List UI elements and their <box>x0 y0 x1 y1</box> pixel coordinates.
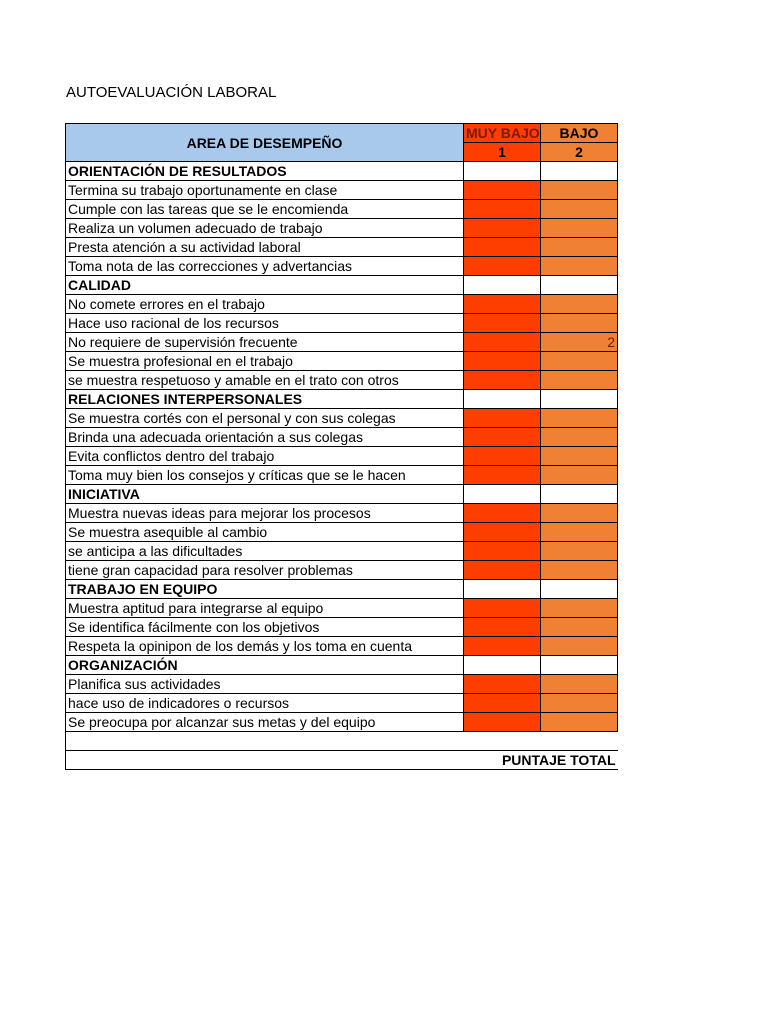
evaluation-table <box>65 123 618 770</box>
criterion-row <box>66 675 618 694</box>
bajo-cell[interactable] <box>541 352 618 371</box>
bajo-cell[interactable] <box>541 276 618 295</box>
muy-bajo-header-cell[interactable]: MUY BAJO <box>464 124 541 143</box>
criterion-row <box>66 618 618 637</box>
section-row <box>66 656 618 675</box>
section-row <box>66 580 618 599</box>
section-title-cell[interactable]: ORGANIZACIÓN <box>66 656 464 675</box>
muy-bajo-cell[interactable] <box>464 276 541 295</box>
criterion-row <box>66 542 618 561</box>
criterion-row <box>66 504 618 523</box>
total-label-cell[interactable]: PUNTAJE TOTAL <box>66 751 618 770</box>
bajo-cell[interactable] <box>541 561 618 580</box>
bajo-cell[interactable] <box>541 409 618 428</box>
criterion-row <box>66 428 618 447</box>
muy-bajo-cell[interactable] <box>464 542 541 561</box>
bajo-header-cell[interactable]: BAJO <box>541 124 618 143</box>
bajo-cell[interactable] <box>541 219 618 238</box>
muy-bajo-cell[interactable] <box>464 390 541 409</box>
criterion-cell[interactable]: Brinda una adecuada orientación a sus colegas <box>66 428 464 447</box>
bajo-cell[interactable] <box>541 200 618 219</box>
bajo-cell[interactable] <box>541 580 618 599</box>
muy-bajo-cell[interactable] <box>464 238 541 257</box>
criterion-row <box>66 219 618 238</box>
muy-bajo-cell[interactable] <box>464 580 541 599</box>
bajo-cell[interactable] <box>541 447 618 466</box>
bajo-cell[interactable] <box>541 181 618 200</box>
muy-bajo-cell[interactable] <box>464 561 541 580</box>
criterion-row <box>66 447 618 466</box>
criterion-row <box>66 561 618 580</box>
criterion-cell[interactable]: Se preocupa por alcanzar sus metas y del equipo <box>66 713 464 732</box>
section-title-cell[interactable]: ORIENTACIÓN DE RESULTADOS <box>66 162 464 181</box>
bajo-cell[interactable] <box>541 656 618 675</box>
section-row <box>66 162 618 181</box>
muy-bajo-cell[interactable] <box>464 371 541 390</box>
bajo-cell[interactable] <box>541 542 618 561</box>
muy-bajo-cell[interactable] <box>464 333 541 352</box>
bajo-cell[interactable] <box>541 466 618 485</box>
criterion-row <box>66 295 618 314</box>
muy-bajo-cell[interactable] <box>464 599 541 618</box>
criterion-row <box>66 238 618 257</box>
muy-bajo-cell[interactable] <box>464 257 541 276</box>
bajo-cell[interactable] <box>541 675 618 694</box>
criterion-cell[interactable]: hace uso de indicadores o recursos <box>66 694 464 713</box>
criterion-cell[interactable]: Muestra nuevas ideas para mejorar los procesos <box>66 504 464 523</box>
criterion-row <box>66 466 618 485</box>
bajo-cell[interactable] <box>541 637 618 656</box>
section-row <box>66 485 618 504</box>
muy-bajo-cell[interactable] <box>464 295 541 314</box>
header-row <box>66 124 618 143</box>
muy-bajo-cell[interactable] <box>464 314 541 333</box>
bajo-score-cell[interactable]: 2 <box>541 143 618 162</box>
criterion-cell[interactable]: Termina su trabajo oportunamente en clase <box>66 181 464 200</box>
total-row <box>66 751 618 770</box>
criterion-cell[interactable]: No comete errores en el trabajo <box>66 295 464 314</box>
bajo-cell[interactable] <box>541 238 618 257</box>
bajo-cell[interactable] <box>541 694 618 713</box>
muy-bajo-cell[interactable] <box>464 447 541 466</box>
criterion-cell[interactable]: Hace uso racional de los recursos <box>66 314 464 333</box>
bajo-cell[interactable] <box>541 599 618 618</box>
criterion-row <box>66 637 618 656</box>
muy-bajo-score-cell[interactable]: 1 <box>464 143 541 162</box>
muy-bajo-cell[interactable] <box>464 504 541 523</box>
muy-bajo-cell[interactable] <box>464 675 541 694</box>
criterion-row <box>66 694 618 713</box>
muy-bajo-cell[interactable] <box>464 409 541 428</box>
spacer-cell <box>66 732 618 751</box>
criterion-cell[interactable]: Respeta la opinipon de los demás y los toma en cuenta <box>66 637 464 656</box>
criterion-row <box>66 409 618 428</box>
bajo-cell[interactable] <box>541 257 618 276</box>
criterion-cell[interactable]: se anticipa a las dificultades <box>66 542 464 561</box>
criterion-row <box>66 333 618 352</box>
bajo-cell[interactable] <box>541 162 618 181</box>
bajo-cell[interactable] <box>541 390 618 409</box>
section-row <box>66 276 618 295</box>
criterion-row <box>66 523 618 542</box>
bajo-cell[interactable] <box>541 523 618 542</box>
muy-bajo-cell[interactable] <box>464 200 541 219</box>
muy-bajo-cell[interactable] <box>464 637 541 656</box>
criterion-cell[interactable]: Se muestra cortés con el personal y con sus colegas <box>66 409 464 428</box>
bajo-cell[interactable] <box>541 713 618 732</box>
criterion-cell[interactable]: Toma nota de las correcciones y advertancias <box>66 257 464 276</box>
muy-bajo-cell[interactable] <box>464 162 541 181</box>
muy-bajo-cell[interactable] <box>464 656 541 675</box>
muy-bajo-cell[interactable] <box>464 219 541 238</box>
criterion-cell[interactable]: Cumple con las tareas que se le encomienda <box>66 200 464 219</box>
muy-bajo-cell[interactable] <box>464 485 541 504</box>
muy-bajo-cell[interactable] <box>464 523 541 542</box>
section-row <box>66 390 618 409</box>
evaluation-table-body <box>66 124 618 770</box>
criterion-row <box>66 200 618 219</box>
muy-bajo-cell[interactable] <box>464 181 541 200</box>
muy-bajo-cell[interactable] <box>464 428 541 447</box>
criterion-cell[interactable]: Toma muy bien los consejos y críticas que se le hacen <box>66 466 464 485</box>
bajo-cell[interactable] <box>541 618 618 637</box>
criterion-row <box>66 352 618 371</box>
criterion-cell[interactable]: Se identifica fácilmente con los objetivos <box>66 618 464 637</box>
muy-bajo-cell[interactable] <box>464 618 541 637</box>
muy-bajo-cell[interactable] <box>464 352 541 371</box>
bajo-cell[interactable]: 2 <box>541 333 618 352</box>
criterion-cell[interactable]: Se muestra profesional en el trabajo <box>66 352 464 371</box>
section-title-cell[interactable]: RELACIONES INTERPERSONALES <box>66 390 464 409</box>
muy-bajo-cell[interactable] <box>464 694 541 713</box>
criterion-cell[interactable]: se muestra respetuoso y amable en el trato con otros <box>66 371 464 390</box>
criterion-cell[interactable]: Presta atención a su actividad laboral <box>66 238 464 257</box>
bajo-cell[interactable] <box>541 485 618 504</box>
criterion-row <box>66 371 618 390</box>
area-header-cell[interactable]: AREA DE DESEMPEÑO <box>66 124 464 162</box>
bajo-cell[interactable] <box>541 314 618 333</box>
criterion-cell[interactable]: Realiza un volumen adecuado de trabajo <box>66 219 464 238</box>
criterion-cell[interactable]: Muestra aptitud para integrarse al equipo <box>66 599 464 618</box>
criterion-cell[interactable]: No requiere de supervisión frecuente <box>66 333 464 352</box>
criterion-row <box>66 713 618 732</box>
criterion-cell[interactable]: Planifica sus actividades <box>66 675 464 694</box>
criterion-row <box>66 314 618 333</box>
spacer-row <box>66 732 618 751</box>
muy-bajo-cell[interactable] <box>464 466 541 485</box>
section-title-cell[interactable]: CALIDAD <box>66 276 464 295</box>
section-title-cell[interactable]: TRABAJO EN EQUIPO <box>66 580 464 599</box>
criterion-cell[interactable]: Se muestra asequible al cambio <box>66 523 464 542</box>
bajo-cell[interactable] <box>541 428 618 447</box>
bajo-cell[interactable] <box>541 371 618 390</box>
criterion-row <box>66 181 618 200</box>
criterion-row <box>66 257 618 276</box>
section-title-cell[interactable]: INICIATIVA <box>66 485 464 504</box>
evaluation-sheet <box>65 123 617 770</box>
criterion-cell[interactable]: Evita conflictos dentro del trabajo <box>66 447 464 466</box>
criterion-cell[interactable]: tiene gran capacidad para resolver problemas <box>66 561 464 580</box>
muy-bajo-cell[interactable] <box>464 713 541 732</box>
criterion-row <box>66 599 618 618</box>
document-title: AUTOEVALUACIÓN LABORAL <box>66 84 277 101</box>
bajo-cell[interactable] <box>541 295 618 314</box>
bajo-cell[interactable] <box>541 504 618 523</box>
